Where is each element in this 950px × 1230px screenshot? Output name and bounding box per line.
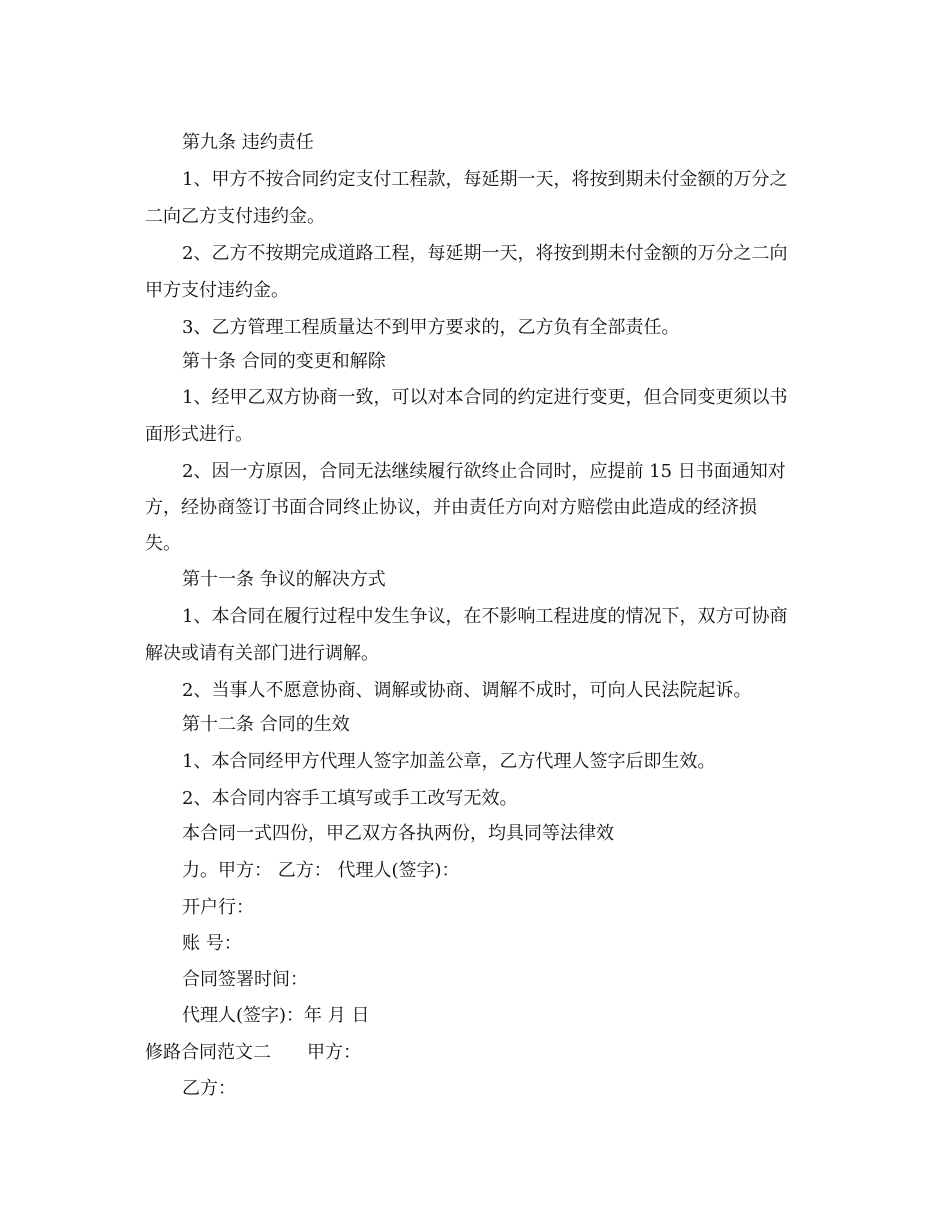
second-contract-title: 修路合同范文二 甲方： <box>145 1042 361 1063</box>
paragraph-line: 本合同一式四份，甲乙双方各执两份，均具同等法律效 <box>182 823 614 844</box>
signing-date-field: 合同签署时间： <box>182 969 308 990</box>
agent-signature-date-field: 代理人(签字)：年 月 日 <box>182 1005 370 1026</box>
paragraph-line: 2、乙方不按期完成道路工程，每延期一天，将按到期未付金额的万分之二向 <box>182 243 788 264</box>
paragraph-line: 1、甲方不按合同约定支付工程款，每延期一天，将按到期未付金额的万分之 <box>182 169 788 190</box>
paragraph-line: 面形式进行。 <box>145 424 253 445</box>
paragraph-line: 1、本合同经甲方代理人签字加盖公章，乙方代理人签字后即生效。 <box>182 751 716 772</box>
party-b-field: 乙方： <box>182 1078 236 1099</box>
paragraph-line: 2、本合同内容手工填写或手工改写无效。 <box>182 788 518 809</box>
paragraph-line: 2、当事人不愿意协商、调解或协商、调解不成时，可向人民法院起诉。 <box>182 680 752 701</box>
article-12-heading: 第十二条 合同的生效 <box>182 714 350 735</box>
signature-parties-line: 力。甲方： 乙方： 代理人(签字)： <box>182 860 460 881</box>
paragraph-line: 1、经甲乙双方协商一致，可以对本合同的约定进行变更，但合同变更须以书 <box>182 387 788 408</box>
article-9-heading: 第九条 违约责任 <box>182 132 314 153</box>
bank-field: 开户行： <box>182 897 254 918</box>
paragraph-line: 3、乙方管理工程质量达不到甲方要求的，乙方负有全部责任。 <box>182 317 680 338</box>
paragraph-line: 二向乙方支付违约金。 <box>145 206 325 227</box>
paragraph-line: 失。 <box>145 533 181 554</box>
article-10-heading: 第十条 合同的变更和解除 <box>182 351 386 372</box>
paragraph-line: 方，经协商签订书面合同终止协议，并由责任方向对方赔偿由此造成的经济损 <box>145 497 757 518</box>
article-11-heading: 第十一条 争议的解决方式 <box>182 569 386 590</box>
paragraph-line: 1、本合同在履行过程中发生争议，在不影响工程进度的情况下，双方可协商 <box>182 606 788 627</box>
paragraph-line: 2、因一方原因，合同无法继续履行欲终止合同时，应提前 15 日书面通知对 <box>182 461 786 482</box>
paragraph-line: 甲方支付违约金。 <box>145 280 289 301</box>
account-field: 账 号： <box>182 933 242 954</box>
paragraph-line: 解决或请有关部门进行调解。 <box>145 643 379 664</box>
